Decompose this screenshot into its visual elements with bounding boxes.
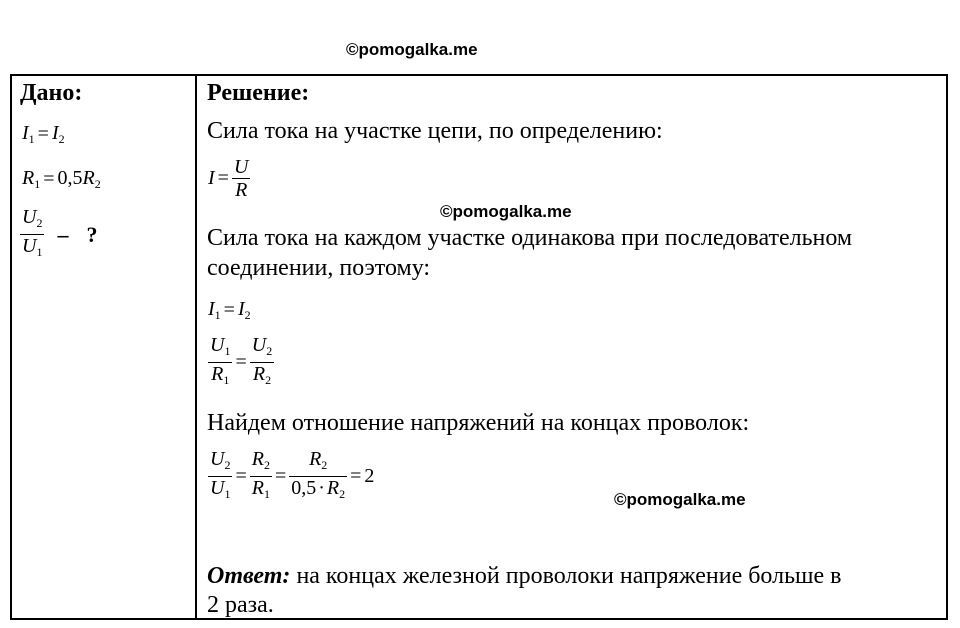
solution-header: Решение: xyxy=(207,80,310,106)
solution-line-ratio: Найдем отношение напряжений на концах проволок: xyxy=(207,410,750,436)
answer-text: на концах железной проволоки напряжение больше в xyxy=(290,563,842,589)
solution-table xyxy=(10,74,948,620)
column-divider xyxy=(195,74,197,620)
given-header: Дано: xyxy=(20,80,83,106)
formula-result: $\frac{U_2}{U_1}$ = $\frac{R_2}{R_1}$ = $\frac{R_2}{0,5 \cdot R_2}$ = 2 xyxy=(210,448,375,501)
answer-line-cont: 2 раза. xyxy=(207,592,274,618)
answer-label: Ответ: xyxy=(207,563,291,589)
watermark: ©pomogalka.me xyxy=(346,40,478,59)
solution-line-series-cont: соединении, поэтому: xyxy=(207,255,431,281)
given-current-equality: $I_1 = I_2$ xyxy=(22,122,65,146)
watermark: ©pomogalka.me xyxy=(440,202,572,221)
answer-line xyxy=(207,563,842,590)
given-resistance-relation: $R_1 = 0,5R_2$ xyxy=(22,167,101,191)
formula-current-equality: $I_1 = I_2$ xyxy=(208,298,251,322)
watermark: ©pomogalka.me xyxy=(614,490,746,509)
formula-ohms-law: I = $\frac{U}{R}$ xyxy=(208,156,249,201)
solution-line-series: Сила тока на каждом участке одинакова при последовательном xyxy=(207,225,853,251)
solution-line-definition: Сила тока на участке цепи, по определению: xyxy=(207,118,663,144)
fraction-u2-u1: $\frac{U_2}{U_1}$ xyxy=(22,206,43,259)
formula-voltage-ratio: $\frac{U_1}{R_1}$ = $\frac{U_2}{R_2}$ xyxy=(210,334,273,387)
given-find: $\frac{U_2}{U_1}$ – ? xyxy=(20,206,100,263)
